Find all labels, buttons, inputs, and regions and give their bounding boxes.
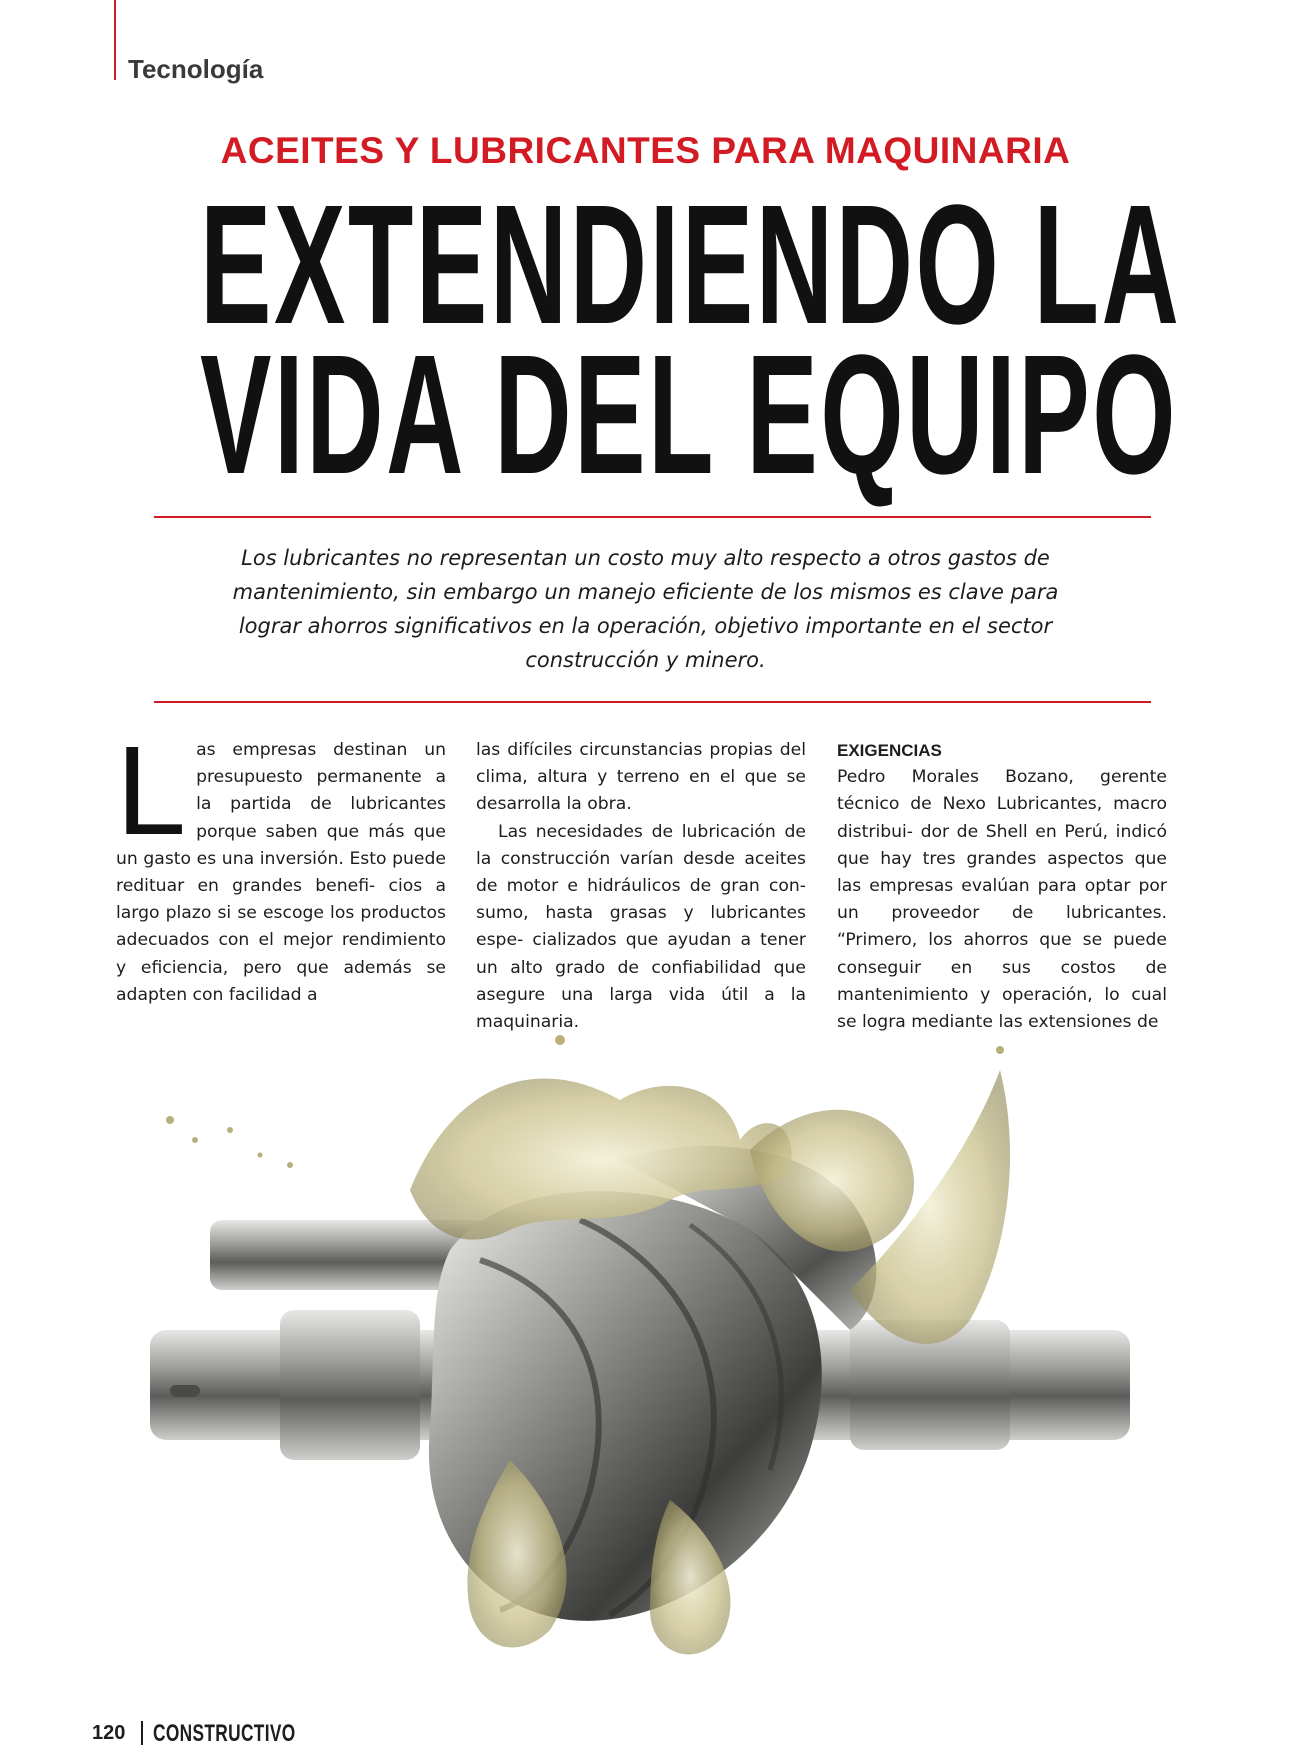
headline-line-2: VIDA DEL EQUIPO xyxy=(200,320,1179,510)
body-column-1 xyxy=(116,720,446,1009)
headline-line-1: EXTENDIENDO LA xyxy=(200,170,1182,360)
magazine-name: CONSTRUCTIVO xyxy=(153,1720,296,1747)
body-column-3 xyxy=(837,737,1167,1036)
screw-rotor-oil-photo xyxy=(150,1030,1130,1680)
deck-top-rule xyxy=(154,516,1151,518)
article-kicker: ACEITES Y LUBRICANTES PARA MAQUINARIA xyxy=(220,130,1071,171)
drop-cap: L xyxy=(116,720,187,861)
footer-divider xyxy=(141,1721,143,1745)
body-paragraph: las difíciles circunstancias propias del clima, altura y terreno en el que se desarrolla la obra. xyxy=(476,740,806,815)
page-number: 120 xyxy=(92,1722,126,1744)
body-paragraph xyxy=(116,720,446,1009)
body-paragraph: Las necesidades de lubricación de la construcción varían desde aceites de motor e hidráulicos de gran con- sumo, hasta grasas y lubricantes espe- cializados que ayudan a tener un alto grado de confiabilidad que asegure una larga vida útil a la maquinaria. xyxy=(476,821,806,1033)
article-headline xyxy=(200,170,1182,510)
body-column-2 xyxy=(476,737,806,1036)
section-rule xyxy=(114,0,116,80)
article-deck: Los lubricantes no representan un costo muy alto respecto a otros gastos de mantenimiento, sin embargo un manejo eficiente de los mismos es clave para lograr ahorros significativos en la operación, objetivo importante en el sector construcción y minero. xyxy=(232,546,1059,672)
body-text: as empresas destinan un presupuesto permanente a la partida de lubricantes porque saben que más que un gasto es una inversión. Esto puede redituar en grandes benefi- cios a largo plazo si se escoge los productos adecuados con el mejor rendimiento y eficiencia, pero que además se adapten con facilidad a xyxy=(116,740,446,1005)
deck-bottom-rule xyxy=(154,701,1151,703)
subhead-exigencias: EXIGENCIAS xyxy=(837,741,942,760)
section-label: Tecnología xyxy=(128,54,264,84)
body-paragraph: Pedro Morales Bozano, gerente técnico de Nexo Lubricantes, macro distribui- dor de Shell en Perú, indicó que hay tres grandes aspectos que las empresas evalúan para optar por un proveedor de lubricantes. “Primero, los ahorros que se puede conseguir en sus costos de mantenimiento y operación, lo cual se logra mediante las extensiones de xyxy=(837,767,1167,1033)
